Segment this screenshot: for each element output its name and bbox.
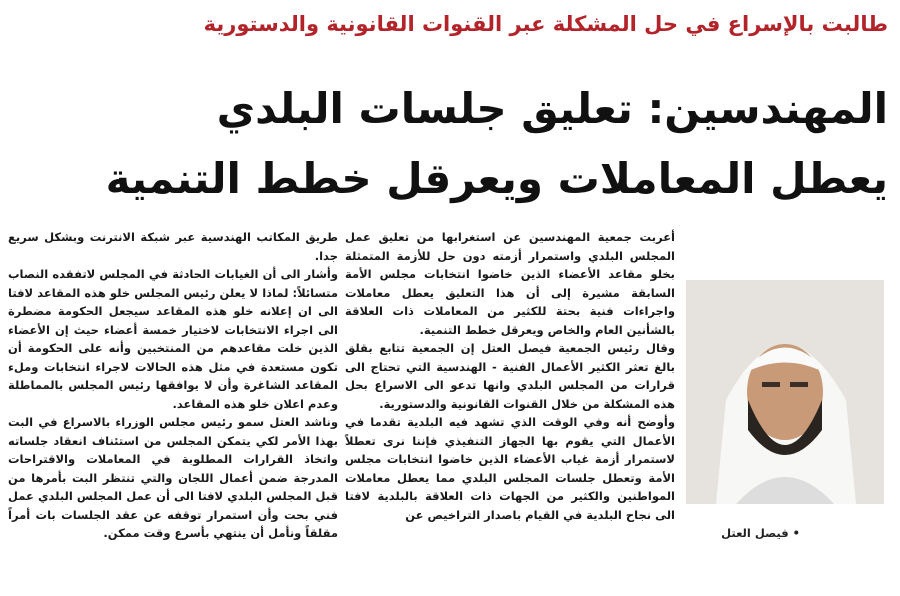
paragraph: وأوضح أنه وفي الوقت الذي تشهد فيه البلدية تقدما في الأعمال التي يقوم بها الجهاز التنفيذي فإننا نرى تعطلاً لاستمرار أزمة غياب الأعضاء الذين خاضوا انتخابات مجلس الأمة وتعطل جلسات المجلس البلدي مما يعطل معاملات المواطنين والكثير من الجهات ذات العلاقة بالبلدية لافتا الى نجاح البلدية في القيام باصدار التراخيص عن (345, 415, 675, 522)
paragraph: وقال رئيس الجمعية فيصل العتل إن الجمعية تتابع بقلق بالغ تعثر الكثير الأعمال الفنية - الهندسية التي تحتاج الى قرارات من المجلس البلدي وانها تدعو الى الاسراع بحل هذه المشكلة من خلال القنوات القانونية والدستورية. (345, 341, 675, 411)
portrait-photo (686, 280, 884, 504)
article-column-left (8, 228, 338, 543)
paragraph: وناشد العتل سمو رئيس مجلس الوزراء بالاسراع في البت بهذا الأمر لكي يتمكن المجلس من استئناف انعقاد جلساته واتخاذ القرارات المطلوبة في المعاملات والاقتراحات المدرجة ضمن أعمال اللجان والتي تنتظر البت بأمرها من قبل المجلس البلدي لافتا الى أن عمل المجلس البلدي عمل فني بحت وأن استمرار توقفه عن عقد الجلسات بات أمراً مقلقاً ونأمل أن ينتهي بأسرع وقت ممكن. (8, 415, 338, 540)
article-kicker: طالبت بالإسراع في حل المشكلة عبر القنوات القانونية والدستورية (203, 12, 888, 36)
paragraph: أعربت جمعية المهندسين عن استغرابها من تعليق عمل المجلس البلدي واستمرار أزمته دون حل للأزمة المتمثلة بخلو مقاعد الأعضاء الذين خاضوا انتخابات مجلس الأمة السابقة مشيرة إلى أن هذا التعليق يعطل معاملات واجراءات فنية بحتة للكثير من المعاملات ذات العلاقة بالشأنين العام والخاص ويعرقل خطط التنمية. (345, 230, 675, 337)
article-column-right (345, 228, 675, 524)
paragraph: طريق المكاتب الهندسية عبر شبكة الانترنت وبشكل سريع جدا. (8, 230, 338, 263)
headline-line-2: يعطل المعاملات ويعرقل خطط التنمية (105, 154, 888, 203)
headline-line-1: المهندسين: تعليق جلسات البلدي (216, 84, 888, 133)
article-headline (12, 74, 888, 214)
paragraph: وأشار الى أن الغيابات الحادثة في المجلس لاتفقده النصاب متسائلاً: لماذا لا يعلن رئيس المجلس خلو هذه المقاعد لافتا الى ان إعلانه خلو هذه المقاعد سيجعل الحكومة مضطرة الى اجراء الانتخابات لاختيار خمسة أعضاء حيث إن الأعضاء الذين خلت مقاعدهم من المنتخبين وأنه على الحكومة أن تكون مستعدة في مثل هذه الحالات لاجراء انتخابات وملء المقاعد الشاغرة وأن لا يوافقها رئيس المجلس بالمماطلة وعدم اعلان خلو هذه المقاعد. (8, 267, 338, 411)
photo-caption: • فيصل العتل (721, 526, 800, 540)
